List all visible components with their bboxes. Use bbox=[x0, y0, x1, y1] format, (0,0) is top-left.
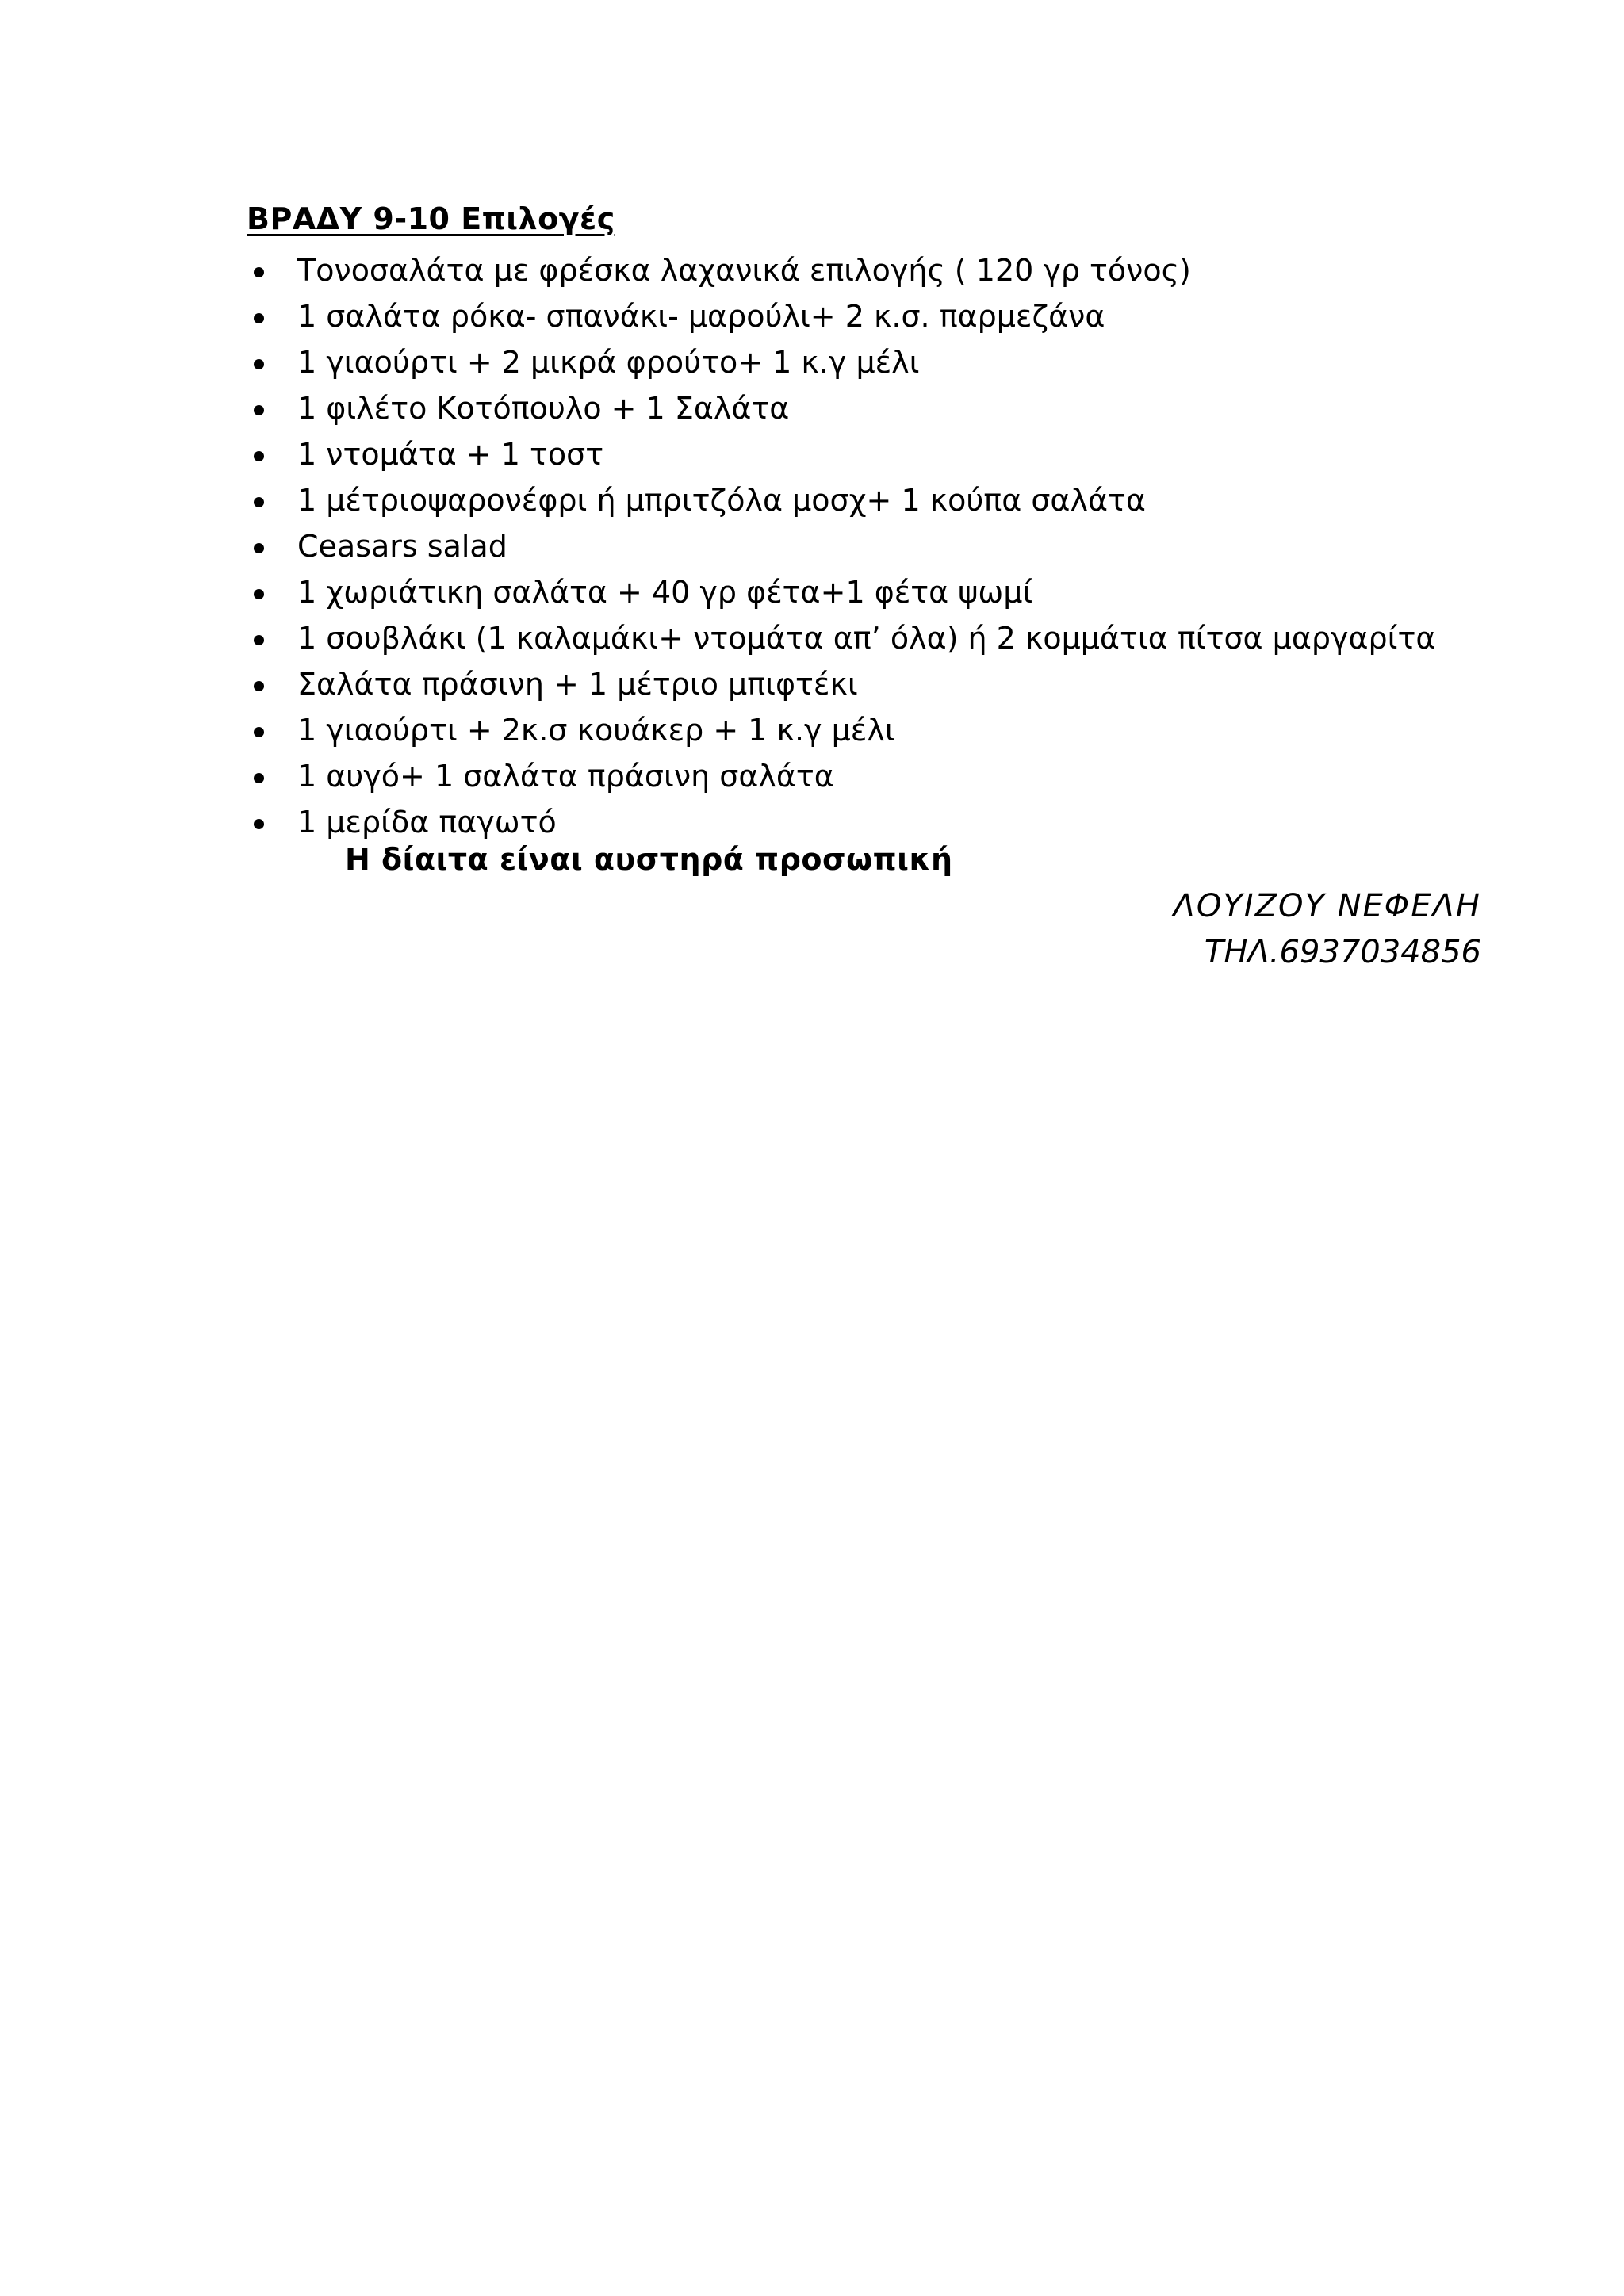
bullet-icon bbox=[254, 589, 264, 599]
list-item-text: 1 αυγό+ 1 σαλάτα πράσινη σαλάτα bbox=[297, 759, 834, 794]
bullet-icon bbox=[254, 497, 264, 507]
bullet-icon bbox=[254, 267, 264, 277]
bullet-icon bbox=[254, 359, 264, 369]
bullet-icon bbox=[254, 543, 264, 553]
list-item-text: 1 μερίδα παγωτό bbox=[297, 805, 557, 840]
bullet-icon bbox=[254, 451, 264, 461]
signature-phone: ΤΗΛ.6937034856 bbox=[1204, 934, 1481, 970]
page-heading: ΒΡΑΔΥ 9-10 Επιλογές bbox=[247, 201, 615, 236]
list-item-text: 1 μέτριοψαρονέφρι ή μπριτζόλα μοσχ+ 1 κούπα σαλάτα bbox=[297, 483, 1146, 518]
bullet-icon bbox=[254, 635, 264, 645]
bullet-icon bbox=[254, 405, 264, 415]
signature-name: ΛΟΥΙΖΟΥ ΝΕΦΕΛΗ bbox=[1173, 888, 1481, 924]
bullet-icon bbox=[254, 681, 264, 691]
list-item-text: Τονοσαλάτα με φρέσκα λαχανικά επιλογής ( 120 γρ τόνος) bbox=[297, 253, 1191, 288]
bullet-icon bbox=[254, 819, 264, 829]
list-item-text: 1 σουβλάκι (1 καλαμάκι+ ντομάτα απ’ όλα) ή 2 κομμάτια πίτσα μαργαρίτα bbox=[297, 621, 1436, 656]
list-item-text: 1 ντομάτα + 1 τοστ bbox=[297, 437, 604, 472]
list-item-text: 1 σαλάτα ρόκα- σπανάκι- μαρούλι+ 2 κ.σ. παρμεζάνα bbox=[297, 299, 1105, 334]
list-item-text: 1 φιλέτο Κοτόπουλο + 1 Σαλάτα bbox=[297, 391, 790, 426]
list-item-text: 1 γιαούρτι + 2κ.σ κουάκερ + 1 κ.γ μέλι bbox=[297, 713, 895, 748]
bullet-icon bbox=[254, 727, 264, 737]
list-item-text: 1 χωριάτικη σαλάτα + 40 γρ φέτα+1 φέτα ψωμί bbox=[297, 575, 1033, 610]
list-item-text: 1 γιαούρτι + 2 μικρά φρούτο+ 1 κ.γ μέλι bbox=[297, 345, 920, 380]
diet-note: Η δίαιτα είναι αυστηρά προσωπική bbox=[345, 842, 953, 877]
bullet-icon bbox=[254, 773, 264, 783]
bullet-icon bbox=[254, 313, 264, 323]
list-item-text: Ceasars salad bbox=[297, 529, 508, 564]
list-item-text: Σαλάτα πράσινη + 1 μέτριο μπιφτέκι bbox=[297, 667, 858, 702]
